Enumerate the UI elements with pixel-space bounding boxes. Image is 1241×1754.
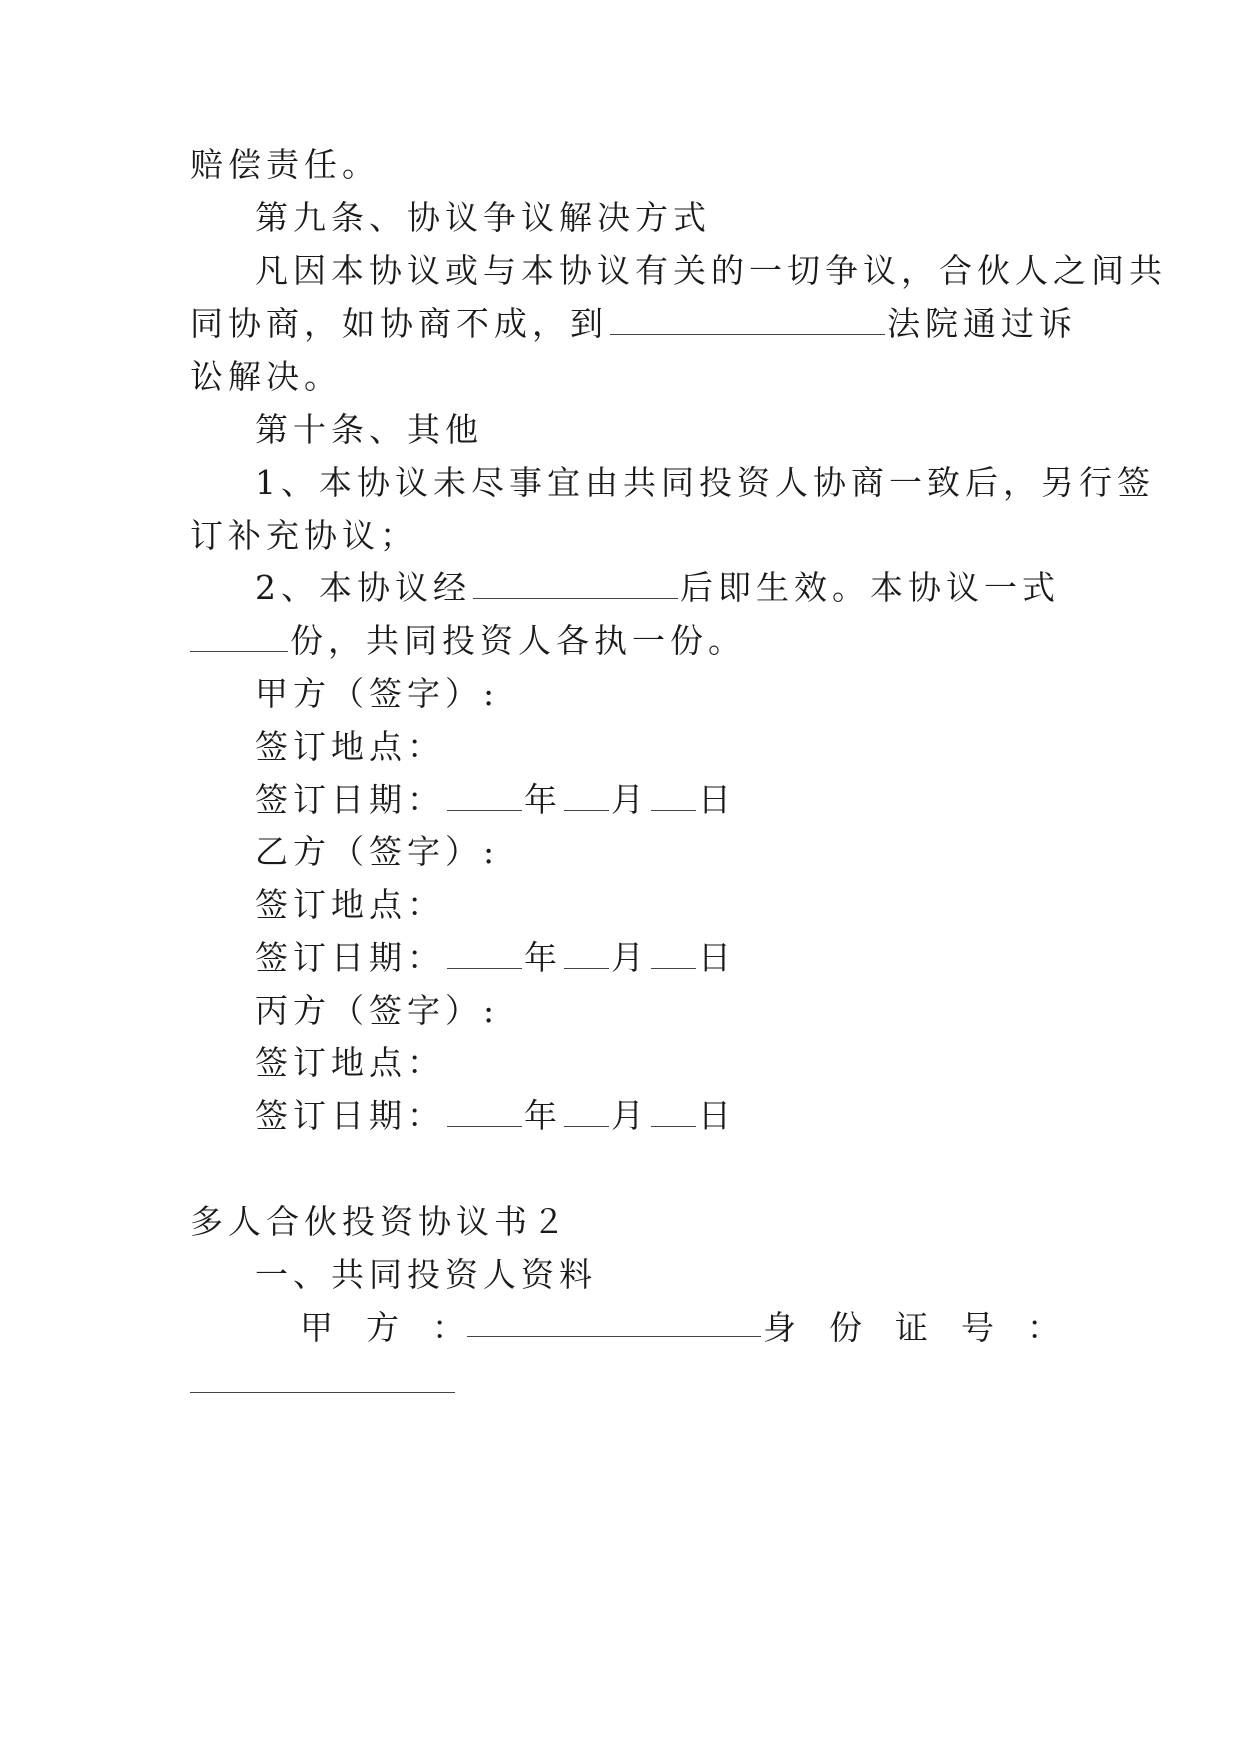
article-heading: 第九条、协议争议解决方式 xyxy=(255,198,711,237)
sign-place: 签订地点： xyxy=(255,1043,445,1082)
year-blank xyxy=(447,940,522,969)
sign-date: 签订日期： 年 月 日 xyxy=(255,1096,736,1135)
investor-a-name-blank xyxy=(467,1308,761,1337)
paragraph-text: 同协商，如协商不成，到 法院通过诉 xyxy=(190,304,1077,343)
paragraph-text: 1、本协议未尽事宜由共同投资人协商一致后，另行签 xyxy=(255,463,1155,502)
sign-place: 签订地点： xyxy=(255,885,445,924)
day-blank xyxy=(651,940,696,969)
paragraph-text: 赔偿责任。 xyxy=(190,145,380,184)
section-heading: 一、共同投资人资料 xyxy=(255,1255,597,1294)
party-c-signature: 丙方（签字）: xyxy=(255,991,500,1030)
party-b-signature: 乙方（签字）: xyxy=(255,832,500,871)
article-heading: 第十条、其他 xyxy=(255,410,483,449)
document-title: 多人合伙投资协议书２ xyxy=(190,1202,570,1241)
investor-a-row: 甲 方 ： 身 份 证 号 ： xyxy=(300,1308,1060,1347)
id-number-blank xyxy=(190,1364,455,1393)
paragraph-text: 凡因本协议或与本协议有关的一切争议，合伙人之间共 xyxy=(255,251,1167,290)
month-blank xyxy=(564,782,609,811)
paragraph-text: 2、本协议经 后即生效。本协议一式 xyxy=(255,568,1060,607)
day-blank xyxy=(651,1098,696,1127)
party-a-signature: 甲方（签字）: xyxy=(255,674,500,713)
year-blank xyxy=(447,1098,522,1127)
id-number-line xyxy=(190,1362,1050,1402)
paragraph-text: 份，共同投资人各执一份。 xyxy=(190,621,1050,661)
month-blank xyxy=(564,940,609,969)
copies-blank xyxy=(190,623,288,652)
sign-date: 签订日期： 年 月 日 xyxy=(255,780,736,819)
sign-place: 签订地点： xyxy=(255,727,445,766)
effective-blank xyxy=(473,570,678,599)
month-blank xyxy=(564,1098,609,1127)
paragraph-text: 讼解决。 xyxy=(190,357,342,396)
year-blank xyxy=(447,782,522,811)
paragraph-text: 订补充协议； xyxy=(190,516,418,555)
day-blank xyxy=(651,782,696,811)
sign-date: 签订日期： 年 月 日 xyxy=(255,938,736,977)
court-blank xyxy=(610,306,885,335)
